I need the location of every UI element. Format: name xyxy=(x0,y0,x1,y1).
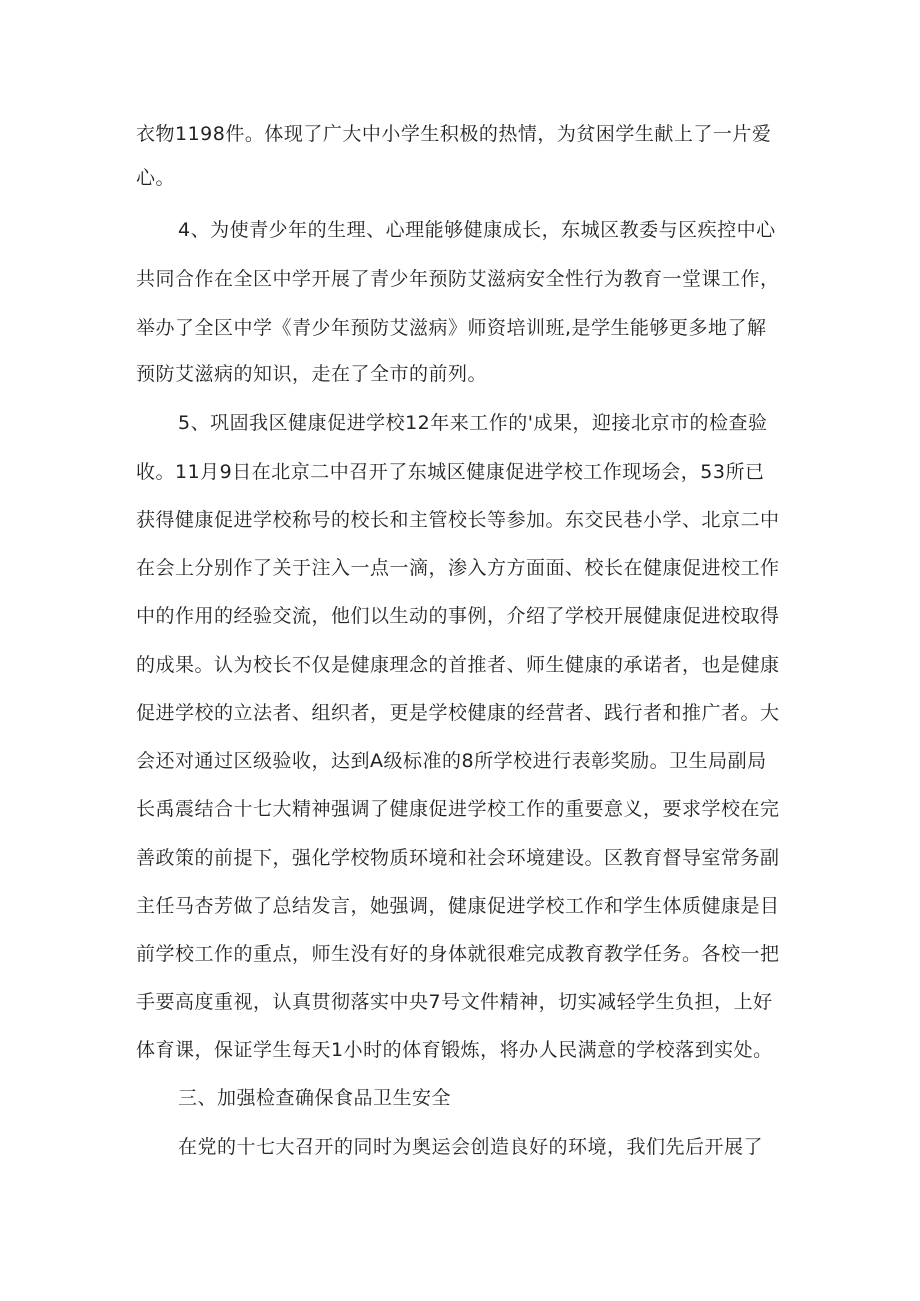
paragraph-line: 主任马杏芳做了总结发言，她强调，健康促进学校工作和学生体质健康是目 xyxy=(136,895,780,917)
paragraph-line: 的成果。认为校长不仅是健康理念的首推者、师生健康的承诺者，也是健康 xyxy=(136,654,780,676)
paragraph-line: 预防艾滋病的知识，走在了全市的前列。 xyxy=(136,363,488,385)
paragraph-line: 长禹震结合十七大精神强调了健康促进学校工作的重要意义，要求学校在完 xyxy=(136,798,780,820)
paragraph-line: 中的作用的经验交流，他们以生动的事例，介绍了学校开展健康促进校取得 xyxy=(136,605,780,627)
paragraph-line: 前学校工作的重点，师生没有好的身体就很难完成教育教学任务。各校一把 xyxy=(136,943,780,965)
paragraph-line: 在党的十七大召开的同时为奥运会创造良好的环境，我们先后开展了 xyxy=(178,1136,764,1158)
paragraph-line: 在会上分别作了关于注入一点一滴，渗入方方面面、校长在健康促进校工作 xyxy=(136,557,780,579)
paragraph-line: 促进学校的立法者、组织者，更是学校健康的经营者、践行者和推广者。大 xyxy=(136,702,780,724)
paragraph-line: 5、巩固我区健康促进学校12年来工作的'成果，迎接北京市的检查验 xyxy=(178,412,768,434)
paragraph-line: 4、为使青少年的生理、心理能够健康成长，东城区教委与区疾控中心 xyxy=(178,219,776,241)
paragraph-line: 共同合作在全区中学开展了青少年预防艾滋病安全性行为教育一堂课工作， xyxy=(136,268,780,290)
paragraph-line: 获得健康促进学校称号的校长和主管校长等参加。东交民巷小学、北京二中 xyxy=(136,509,780,531)
paragraph-line: 手要高度重视，认真贯彻落实中央7号文件精神，切实减轻学生负担，上好 xyxy=(136,991,773,1013)
paragraph-line: 心。 xyxy=(136,167,176,189)
paragraph-line: 会还对通过区级验收，达到A级标准的8所学校进行表彰奖励。卫生局副局 xyxy=(136,750,767,772)
paragraph-line: 举办了全区中学《青少年预防艾滋病》师资培训班,是学生能够更多地了解 xyxy=(136,317,767,339)
paragraph-line: 善政策的前提下，强化学校物质环境和社会环境建设。区教育督导室常务副 xyxy=(136,847,780,869)
paragraph-line: 衣物1198件。体现了广大中小学生积极的热情，为贫困学生献上了一片爱 xyxy=(136,123,772,145)
paragraph-line: 收。11月9日在北京二中召开了东城区健康促进学校工作现场会，53所已 xyxy=(136,461,765,483)
paragraph-line: 体育课，保证学生每天1小时的体育锻炼，将办人民满意的学校落到实处。 xyxy=(136,1039,773,1061)
section-heading: 三、加强检查确保食品卫生安全 xyxy=(178,1087,452,1109)
